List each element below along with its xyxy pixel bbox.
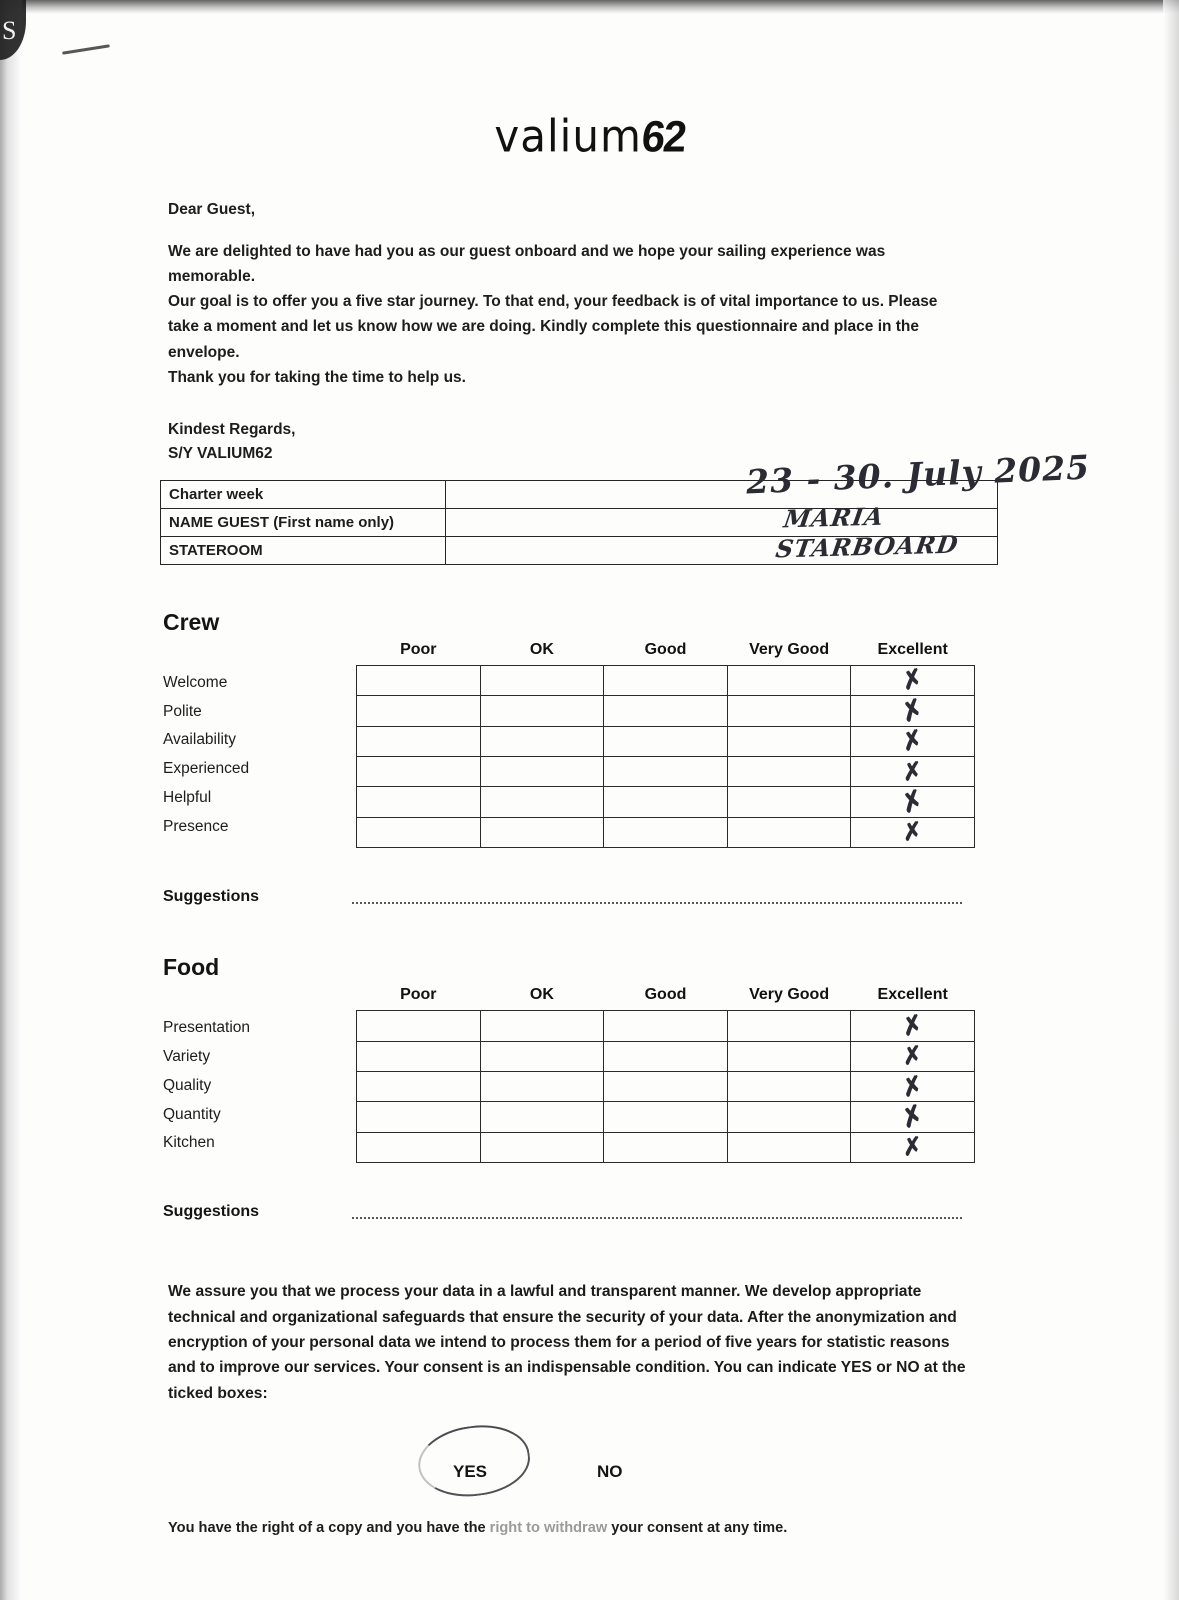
food-row-label: Quality — [163, 1076, 212, 1094]
rating-cell-poor[interactable] — [357, 696, 481, 726]
rating-header-good: Good — [604, 635, 728, 666]
rating-cell-poor[interactable] — [357, 1132, 481, 1162]
check-mark-icon: ✗ — [896, 692, 929, 729]
rating-cell-excellent[interactable] — [851, 692, 975, 729]
stateroom-field[interactable] — [446, 529, 998, 564]
rating-cell-very-good[interactable] — [727, 726, 851, 756]
crew-suggestions-label: Suggestions — [163, 888, 260, 906]
table-row — [357, 1132, 975, 1162]
rating-header-row — [357, 635, 975, 666]
rating-cell-very-good[interactable] — [727, 756, 851, 786]
table-row — [357, 756, 975, 786]
crew-rating-table — [356, 635, 975, 848]
guest-name-label-text: NAME GUEST — [169, 513, 274, 531]
table-row — [357, 817, 975, 847]
rating-cell-ok[interactable] — [480, 726, 604, 756]
withdrawal-note-part2: your consent at any time. — [607, 1520, 788, 1537]
crew-row-label: Experienced — [163, 760, 250, 778]
rating-cell-poor[interactable] — [357, 787, 481, 817]
rating-cell-poor[interactable] — [357, 1102, 481, 1132]
rating-cell-good[interactable] — [604, 1132, 728, 1162]
letter-salutation: Dear Guest, — [168, 201, 256, 218]
food-row-labels — [163, 980, 356, 1158]
table-row — [357, 696, 975, 726]
stateroom-handwriting: STARBOARD — [773, 529, 961, 564]
charter-week-label — [161, 480, 446, 508]
rating-cell-excellent[interactable] — [851, 1098, 975, 1135]
rating-cell-poor[interactable] — [357, 756, 481, 786]
rating-header-ok: OK — [480, 635, 604, 666]
rating-header-poor: Poor — [357, 635, 481, 666]
rating-cell-excellent[interactable] — [851, 665, 975, 695]
rating-cell-very-good[interactable] — [727, 1011, 851, 1041]
rating-header-very-good: Very Good — [727, 635, 851, 666]
rating-cell-very-good[interactable] — [727, 1071, 851, 1101]
rating-cell-ok[interactable] — [480, 1132, 604, 1162]
crew-row-labels — [163, 635, 356, 842]
food-row-label: Presentation — [163, 1019, 251, 1037]
rating-cell-good[interactable] — [604, 726, 728, 756]
food-suggestions-label: Suggestions — [163, 1203, 260, 1221]
rating-cell-poor[interactable] — [357, 1011, 481, 1041]
table-row — [357, 726, 975, 756]
crew-row-label: Polite — [163, 702, 202, 720]
check-mark-icon: ✗ — [900, 1131, 925, 1162]
rating-cell-very-good[interactable] — [727, 817, 851, 847]
rating-header-row — [357, 980, 975, 1011]
rating-cell-good[interactable] — [604, 817, 728, 847]
rating-header-ok: OK — [480, 980, 604, 1011]
corner-letter-glyph: S — [2, 16, 17, 45]
food-suggestions-input[interactable] — [352, 1217, 962, 1219]
check-mark-icon: ✗ — [898, 1008, 927, 1042]
rating-cell-ok[interactable] — [480, 1071, 604, 1101]
rating-header-good: Good — [604, 980, 728, 1011]
guest-name-label-hint: (First name only) — [273, 513, 395, 531]
charter-week-field[interactable] — [446, 447, 1091, 508]
rating-cell-ok[interactable] — [480, 1011, 604, 1041]
charter-week-handwriting: 23 - 30. July 2025 — [745, 447, 1091, 502]
rating-cell-ok[interactable] — [480, 696, 604, 726]
check-mark-icon: ✗ — [896, 783, 929, 820]
vessel-name: S/Y VALIUM62 — [168, 444, 273, 462]
logo-wordmark: valium — [494, 110, 642, 163]
rating-cell-good[interactable] — [604, 665, 728, 695]
table-row — [357, 665, 975, 695]
crew-row-label: Presence — [163, 817, 229, 835]
rating-cell-good[interactable] — [604, 787, 728, 817]
rating-cell-excellent[interactable] — [851, 1041, 975, 1071]
rating-cell-poor[interactable] — [357, 726, 481, 756]
rating-cell-good[interactable] — [604, 756, 728, 786]
rating-cell-excellent[interactable] — [851, 756, 975, 786]
food-rating-table — [356, 980, 975, 1163]
rating-cell-poor[interactable] — [357, 817, 481, 847]
charter-week-label-text: Charter week — [169, 485, 264, 503]
rating-cell-poor[interactable] — [357, 1071, 481, 1101]
withdrawal-note — [168, 1520, 988, 1536]
check-mark-icon: ✗ — [896, 1098, 929, 1135]
rating-cell-poor[interactable] — [357, 1041, 481, 1071]
food-row-label: Quantity — [163, 1105, 221, 1123]
rating-cell-very-good[interactable] — [727, 787, 851, 817]
regards-line: Kindest Regards, — [168, 420, 296, 438]
table-row — [357, 787, 975, 817]
check-mark-icon: ✗ — [898, 663, 927, 697]
rating-cell-good[interactable] — [604, 1102, 728, 1132]
crew-row-label: Availability — [163, 731, 236, 749]
rating-cell-ok[interactable] — [480, 665, 604, 695]
intro-letter — [168, 197, 968, 390]
rating-cell-very-good[interactable] — [727, 1102, 851, 1132]
rating-cell-excellent[interactable] — [851, 726, 975, 756]
table-row — [357, 1102, 975, 1132]
crew-suggestions — [163, 888, 975, 910]
rating-cell-very-good[interactable] — [727, 696, 851, 726]
crew-section-title: Crew — [163, 608, 220, 635]
food-row-label: Variety — [163, 1047, 211, 1065]
guest-name-handwriting: MARIA — [781, 501, 887, 534]
crew-suggestions-input[interactable] — [352, 902, 962, 904]
letter-paragraph-1: We are delighted to have had you as our guest onboard and we hope your sailing experience was memorable. — [168, 243, 886, 286]
consent-choice-group — [163, 1418, 975, 1494]
rating-cell-very-good[interactable] — [727, 665, 851, 695]
food-section — [0, 954, 1179, 1163]
rating-cell-good[interactable] — [604, 1071, 728, 1101]
consent-yes-option[interactable]: YES — [453, 1462, 488, 1482]
withdrawal-note-faded: right to withdraw — [489, 1520, 608, 1537]
rating-header-excellent: Excellent — [851, 980, 975, 1011]
check-mark-icon: ✗ — [900, 1040, 925, 1071]
rating-cell-very-good[interactable] — [727, 1041, 851, 1071]
letter-paragraph-2: Our goal is to offer you a five star journey. To that end, your feedback is of vital importance to us. Please take a moment and let us know how we are doing. Kindly complete this questionnaire and place in the envelope. — [168, 293, 938, 361]
rating-cell-ok[interactable] — [480, 787, 604, 817]
crew-row-label: Welcome — [163, 673, 228, 691]
rating-cell-ok[interactable] — [480, 1041, 604, 1071]
food-section-title: Food — [163, 954, 220, 981]
guest-name-label — [161, 508, 446, 536]
rating-header-very-good: Very Good — [727, 980, 851, 1011]
check-mark-icon: ✗ — [898, 724, 927, 758]
rating-cell-excellent[interactable] — [851, 1008, 975, 1042]
table-row — [357, 1011, 975, 1041]
letter-paragraph-3: Thank you for taking the time to help us. — [168, 368, 466, 386]
check-mark-icon: ✗ — [898, 1069, 927, 1103]
check-mark-icon: ✗ — [900, 756, 925, 787]
rating-cell-excellent[interactable] — [851, 1132, 975, 1162]
consent-no-option[interactable]: NO — [597, 1462, 623, 1482]
stateroom-label — [161, 536, 446, 564]
rating-cell-good[interactable] — [604, 696, 728, 726]
rating-cell-excellent[interactable] — [851, 783, 975, 820]
rating-cell-good[interactable] — [604, 1011, 728, 1041]
rating-cell-excellent[interactable] — [851, 817, 975, 847]
crew-section — [0, 609, 1179, 848]
rating-cell-ok[interactable] — [480, 756, 604, 786]
rating-cell-very-good[interactable] — [727, 1132, 851, 1162]
check-mark-icon: ✗ — [900, 816, 925, 847]
rating-cell-poor[interactable] — [357, 665, 481, 695]
stateroom-label-text: STATEROOM — [169, 541, 263, 559]
circled-selection-mark — [414, 1419, 535, 1504]
food-suggestions — [163, 1203, 975, 1225]
rating-header-excellent: Excellent — [851, 635, 975, 666]
privacy-statement: We assure you that we process your data in a lawful and transparent manner. We develop appropriate technical and organizational safeguards that ensure the security of your data. After the anonymization and encryption of your personal data we intend to process them for a period of five years for statistic reasons and to improve our services. Your consent is an indispensable condition. You can indicate YES or NO at the ticked boxes: — [168, 1283, 966, 1402]
table-row — [161, 536, 998, 564]
rating-cell-ok[interactable] — [480, 1102, 604, 1132]
rating-cell-good[interactable] — [604, 1041, 728, 1071]
rating-cell-excellent[interactable] — [851, 1071, 975, 1101]
rating-cell-ok[interactable] — [480, 817, 604, 847]
logo-number: 62 — [639, 111, 688, 162]
brand-logo — [0, 112, 1179, 161]
table-row — [357, 1041, 975, 1071]
rating-header-poor: Poor — [357, 980, 481, 1011]
withdrawal-note-part1: You have the right of a copy and you have the — [168, 1520, 490, 1537]
crew-row-label: Helpful — [163, 788, 212, 806]
table-row — [357, 1071, 975, 1101]
food-row-label: Kitchen — [163, 1134, 215, 1152]
